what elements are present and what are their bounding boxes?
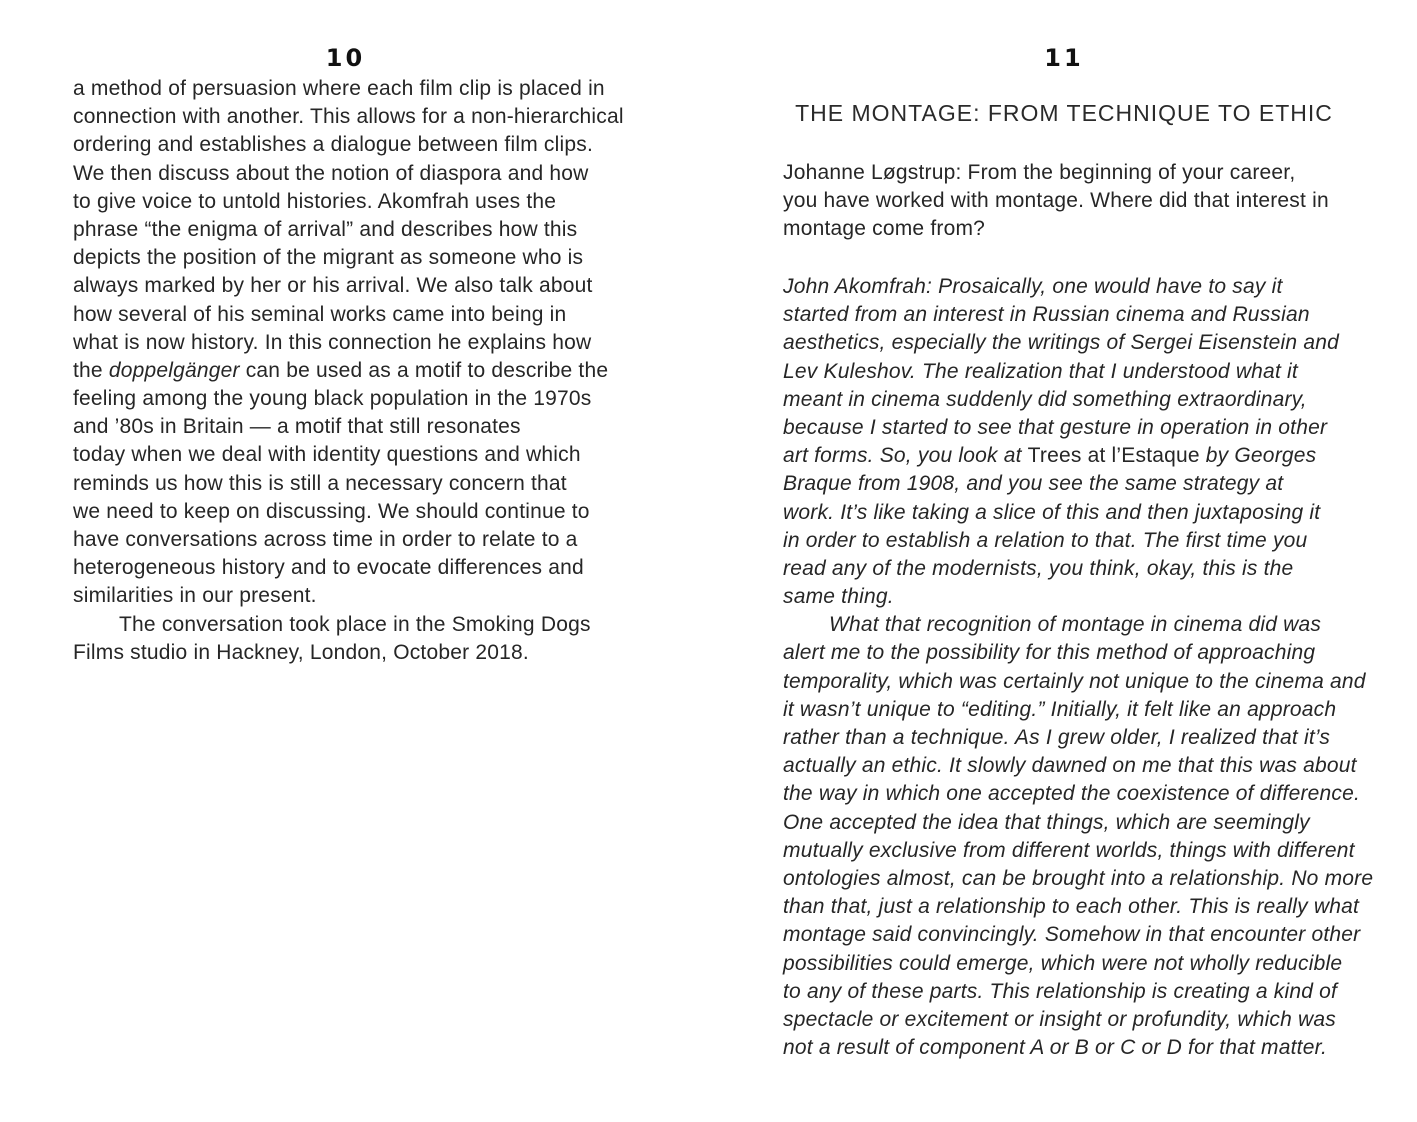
text-line: phrase “the enigma of arrival” and describes how this [73,217,578,241]
text-line: today when we deal with identity questions and which [73,443,581,467]
left-page-number: 10 [325,44,366,72]
text-line: the doppelgänger can be used as a motif to describe the [73,358,609,382]
text-line: we need to keep on discussing. We should continue to [73,499,590,523]
text-line: montage said convincingly. Somehow in that encounter other [783,923,1361,947]
text-line: the way in which one accepted the coexistence of difference. [783,782,1361,806]
text-line: to any of these parts. This relationship is creating a kind of [783,979,1338,1003]
text-line: ordering and establishes a dialogue between film clips. [73,133,593,157]
text-line: Films studio in Hackney, London, October 2018. [73,640,529,664]
text-line: temporality, which was certainly not unique to the cinema and [783,669,1366,693]
text-line: aesthetics, especially the writings of Sergei Eisenstein and [783,331,1339,355]
interview-question [783,159,1373,244]
text-line: it wasn’t unique to “editing.” Initially, it felt like an approach [783,697,1337,721]
text-line: possibilities could emerge, which were not wholly reducible [783,951,1343,975]
text-line: read any of the modernists, you think, okay, this is the [783,556,1294,580]
text-line: started from an interest in Russian cinema and Russian [783,303,1310,327]
text-line: spectacle or excitement or insight or profundity, which was [783,1007,1336,1031]
chapter-title: THE MONTAGE: FROM TECHNIQUE TO ETHIC [795,100,1333,126]
text-line: how several of his seminal works came into being in [73,302,567,326]
text-line: rather than a technique. As I grew older, I realized that it’s [783,726,1331,749]
text-line: reminds us how this is still a necessary concern that [73,471,567,495]
text-line: Lev Kuleshov. The realization that I understood what it [783,359,1298,383]
text-line: art forms. So, you look at Trees at l’Estaque by Georges [783,444,1317,468]
text-line: work. It’s like taking a slice of this and then juxtaposing it [783,500,1321,524]
text-line: We then discuss about the notion of diaspora and how [73,161,589,185]
text-line: what is now history. In this connection he explains how [73,330,592,354]
text-line: actually an ethic. It slowly dawned on me that this was about [783,754,1357,778]
text-line: and ’80s in Britain — a motif that still resonates [73,415,521,439]
text-line: alert me to the possibility for this method of approaching [783,641,1316,665]
text-line: depicts the position of the migrant as someone who is [73,246,584,270]
text-line: to give voice to untold histories. Akomfrah uses the [73,189,557,213]
text-line: you have worked with montage. Where did that interest in [783,189,1329,213]
text-line: a method of persuasion where each film clip is placed in [73,77,605,100]
text-line: The conversation took place in the Smoking Dogs [119,612,591,636]
text-line: ontologies almost, can be brought into a relationship. No more [783,866,1374,890]
right-page-number: 11 [1044,44,1084,72]
interview-answer [783,273,1373,1062]
left-page-text [73,75,633,667]
text-line: have conversations across time in order to relate to a [73,528,578,551]
text-line: Johanne Løgstrup: From the beginning of your career, [783,161,1296,184]
text-line: than that, just a relationship to each other. This is really what [783,895,1360,919]
text-line: connection with another. This allows for a non-hierarchical [73,105,624,129]
text-line: not a result of component A or B or C or D for that matter. [783,1036,1328,1060]
text-line: mutually exclusive from different worlds, things with different [783,838,1355,862]
text-line: in order to establish a relation to that. The first time you [783,528,1308,552]
text-line: What that recognition of montage in cinema did was [829,613,1322,637]
text-line: meant in cinema suddenly did something extraordinary, [783,387,1307,411]
text-line: feeling among the young black population in the 1970s [73,387,592,411]
text-line: John Akomfrah: Prosaically, one would have to say it [783,275,1283,298]
text-line: Braque from 1908, and you see the same strategy at [783,472,1284,496]
text-line: because I started to see that gesture in operation in other [783,415,1328,439]
text-line: same thing. [783,585,894,609]
text-line: heterogeneous history and to evocate differences and [73,556,584,580]
text-line: always marked by her or his arrival. We also talk about [73,274,593,298]
text-line: similarities in our present. [73,584,317,608]
text-line: One accepted the idea that things, which are seemingly [783,810,1310,834]
text-line: montage come from? [783,217,986,241]
